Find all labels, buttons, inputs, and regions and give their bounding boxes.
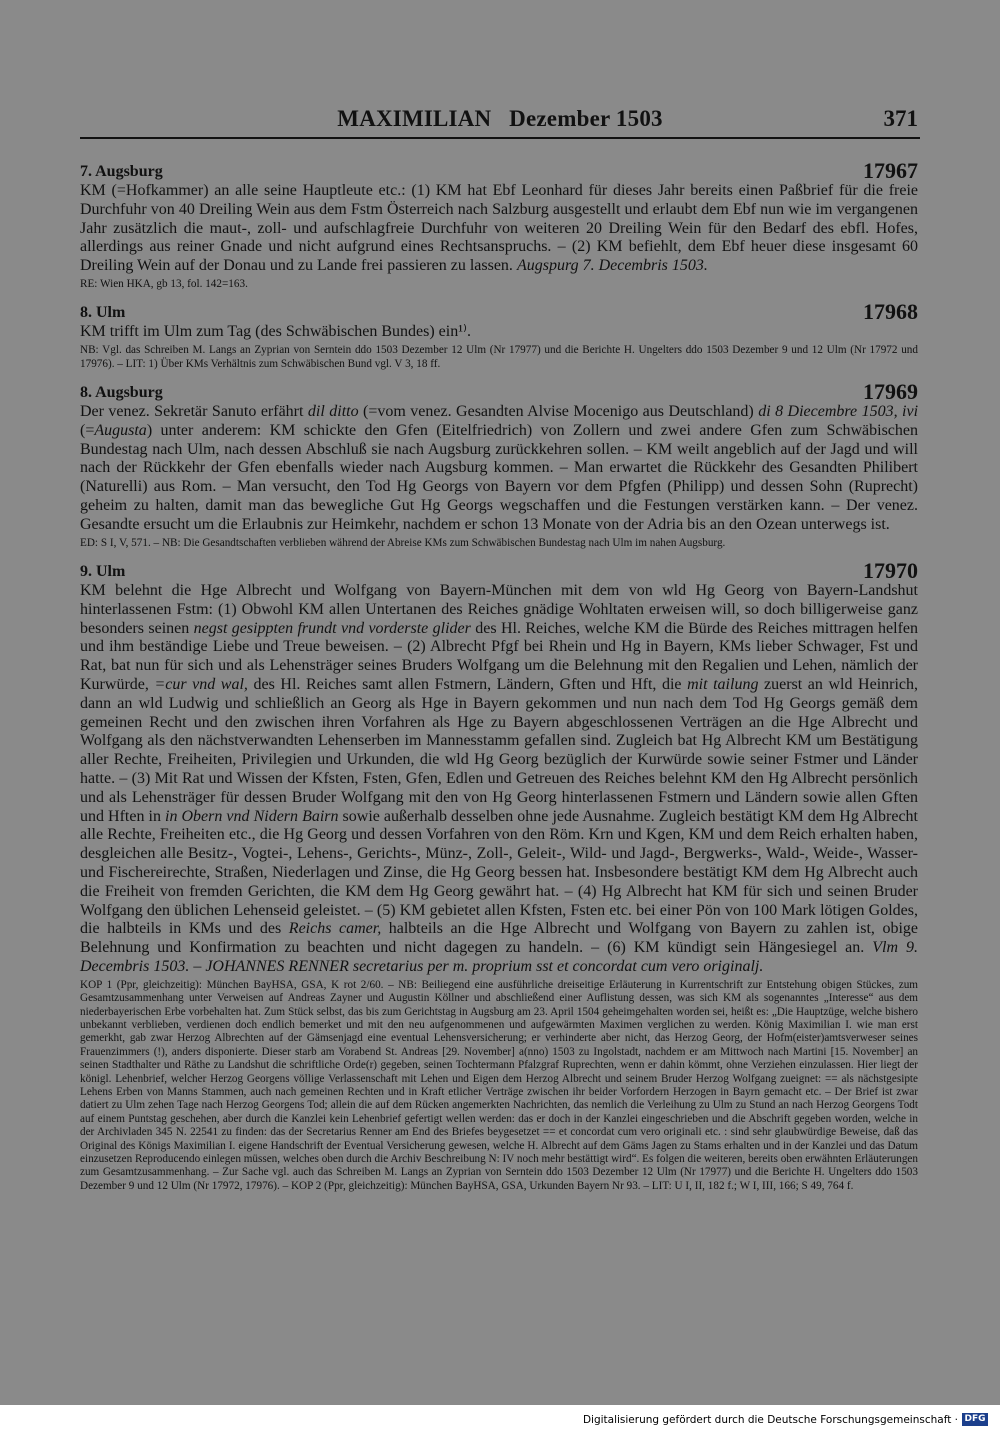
entry-number: 17969 [863,379,918,404]
entry-date-place: 8. Ulm [80,304,126,322]
entry [80,158,918,291]
entry [80,299,918,371]
entry-text: KM belehnt die Hge Albrecht und Wolfgang von Bayern-München mit dem von wld Hg Georg von Bayern-Landshut hinterlassenen Fstm: (1) Obwohl KM allen Untertanen des Reiches gnädige Wohltaten erweisen will, so doch billigerweise ganz besonders seinen negst gesippten frundt vnd vorderste glider des Hl. Reiches, welche KM die Bürde des Reiches mittragen helfen und ihm beständige Liebe und Treue beweisen. – (2) Albrecht Pfgf bei Rhein und Hg in Bayern, KMs lieber Schwager, Fst und Rat, bat nun für sich und als Lehensträger seines Bruders Wolfgang um die Belehnung mit den Regalien und Lehen, nämlich der Kurwürde, =cur vnd wal, des Hl. Reiches samt allen Fstmern, Ländern, Gften und Hft, die mit tailung zuerst an wld Heinrich, dann an wld Ludwig und schließlich an Georg als Hge in Bayern gekommen und nun nach dem Tod Hg Georgs gemäß dem gemeinen Recht und den zwischen ihren Vorfahren als Hge zu Bayern abgeschlossenen Verträgen an die Hge Albrecht und Wolfgang als den nächstverwandten Lehenserben im Mannesstamm gefallen sind. Zugleich bat Hg Albrecht KM um Bestätigung aller Rechte, Freiheiten, Privilegien und Urkunden, die wld Hg Georg bezüglich der Kurwürde sowie seiner Fstmer und Länder hatte. – (3) Mit Rat und Wissen der Kfsten, Fsten, Gfen, Edlen und Getreuen des Reiches belehnt KM den Hg Albrecht persönlich und als Lehensträger für dessen Bruder Wolfgang mit den von Hg Georg hinterlassenen Fstmern und Ländern sowie allen Gften und Hften in in Obern vnd Nidern Bairn sowie außerhalb desselben ohne jede Ausnahme. Zugleich bestätigt KM dem Hg Albrecht alle Rechte, Freiheiten etc., die Hg Georg und dessen Vorfahren von den Röm. Krn und Kgen, KM und dem Reich erhalten haben, desgleichen alle Besitz-, Vogtei-, Lehens-, Gerichts-, Münz-, Zoll-, Geleit-, Wild- und Jagd-, Bergwerks-, Wald-, Weide-, Wasser- und Fischereirechte, Straßen, Niederlagen und Zinse, die Hg Georg bessen hat. Insbesondere bestätigt KM dem Hg Albrecht auch die Freiheit von fremden Gerichten, die KM dem Hg Georg gewährt hat. – (4) Hg Albrecht hat KM für sich und seinen Bruder Wolfgang den üblichen Lehenseid geleistet. – (5) KM gebietet allen Kfsten, Fsten etc. bei einer Pön von 100 Mark lötigen Goldes, die halbteils in KMs und des Reichs camer, halbteils an die Hge Albrecht und Wolfgang von Bayern zu zahlen ist, obige Belehnung und Konfirmation zu beachten und nicht dagegen zu handeln. – (6) KM kündigt sein Hängesiegel an. Vlm 9. Decembris 1503. – JOHANNES RENNER secretarius per m. proprium sst et concordat cum vero originalj. [80,581,919,975]
header-rule [80,137,920,139]
entry-number: 17967 [863,158,918,183]
entry-note: ED: S I, V, 571. – NB: Die Gesandtschaften verblieben während der Abreise KMs zum Schwäbischen Bundestag nach Ulm im nahen Augsburg. [80,536,726,549]
entry-date-italic: Augspurg 7. Decembris 1503. [516,257,708,275]
running-title: MAXIMILIAN Dezember 1503 [337,106,663,131]
funding-credit: Digitalisierung gefördert durch die Deutsche Forschungsgemeinschaft · [582,1414,958,1426]
page-number: 371 [883,106,918,131]
dfg-logo[interactable]: DFG [962,1413,988,1426]
entry-date-place: 8. Augsburg [80,384,163,401]
entries-list [80,158,918,1201]
entry-text: Der venez. Sekretär Sanuto erfährt dil ditto (=vom venez. Gesandten Alvise Mocenigo aus Deutschland) di 8 Diecembre 1503, ivi (=Augusta) unter anderem: KM schickte den Gfen (Eitelfriedrich) von Zollern und zwei andere Gfen zum Schwäbischen Bundestag nach Ulm, nach dessen Abschluß sie nach Augsburg zurückkehren sollen. – KM weilt angeblich auf der Jagd und will nach der Rückkehr der Gfen ebenfalls wieder nach Augsburg kommen. – Man erwartet die Rückkehr des Gesandten Philibert (Naturelli) aus Rom. – Man versucht, den Tod Hg Georgs von Bayern vor dem Pfgfen (Philipp) und dessen Sohn (Ruprecht) geheim zu halten, damit man das bewegliche Gut Hg Georgs wegschaffen und die Festungen verstärken kann. – Der venez. Gesandte ersucht um die Erlaubnis zur Heimkehr, nachdem er schon 13 Monate von der Adria bis an den Ozean unterwegs ist. [80,403,919,533]
entry-number: 17968 [863,299,918,325]
entry-note: NB: Vgl. das Schreiben M. Langs an Zyprian von Serntein ddo 1503 Dezember 12 Ulm (Nr 17977) und die Berichte H. Ungelters ddo 1503 Dezember 9 und 12 Ulm (Nr 17972 und 17976). – LIT: 1) Über KMs Verhältnis zum Schwäbischen Bund vgl. V 3, 18 ff. [80,344,918,370]
entry-date-place: 9. Ulm [80,562,126,580]
entry-text: KM trifft im Ulm zum Tag (des Schwäbischen Bundes) ein¹⁾. [80,323,471,341]
entry-heading [80,158,918,182]
entry-heading [80,299,918,323]
entry-note: RE: Wien HKA, gb 13, fol. 142=163. [80,277,248,290]
entry-text: KM (=Hofkammer) an alle seine Hauptleute etc.: (1) KM hat Ebf Leonhard für dieses Jahr bereits einen Paßbrief für die freie Durchfuhr von 40 Dreiling Wein aus dem Fstm Österreich nach Salzburg ausgestellt und erlaubt dem Ebf nun wie im vergangenen Jahr zusätzlich die maut-, zoll- und aufschlagfreie Durchfuhr von weiteren 20 Dreiling Wein für den Bedarf des ebfl. Hofes, allerdings aus reiner Gnade und nicht aufgrund eines Rechtsanspruchs. – (2) KM befiehlt, dem Ebf heuer diese insgesamt 60 Dreiling Wein auf der Donau und zu Lande frei passieren zu lassen. Augspurg 7. Decembris 1503. [80,182,918,275]
digitization-footer [0,1405,1000,1434]
entry-heading [80,558,918,582]
entry-date-place: 7. Augsburg [80,163,163,180]
entry-note: KOP 1 (Ppr, gleichzeitig): München BayHSA, GSA, K rot 2/60. – NB: Beiliegend eine ausführliche dreiseitige Erläuterung in Kurrentschrift zur Entstehung obigen Stückes, zum Gesamtzusammenhang unter Verweisen auf Andreas Zayner und Augustin Köllner und abschließend einer Auflistung dessen, was sich KM als sogenanntes „Interesse“ aus dem niederbayerischen Erbe vorbehalten hat. Zum Stück selbst, das bis zum Gerichtstag in Augsburg am 23. April 1504 geheimgehalten worden sei, heißt es: „Die Hauptzüge, welche bishero unbekannt verblieben, verdienen doch endlich bemerket und mit den neu aufgenommenen und aufgewärmten Maximen verglichen zu werden. König Maximilian I. wie man erst gemerkht, gab zwar Herzog Albrechten auf der Gämsenjagd eine eventual Lehensversicherung; er verhinderte aber nicht, das Herzog Georg, der Hofm(eister)amtsverweser seines Frauenzimmers (!), anders disponierte. Dieser starb am Vorabend St. Andreas [29. November] a(nno) 1503 zu Ingolstadt, nachdem er am Mittwoch nach Martini [15. November] an seinen Stadthalter und Räthe zu Landshut die schriftliche Orde(r) gegeben, seinen Tochtermann Pfalzgraf Ruprechten, wenn er dahin kömmt, ohne Verziehen einzulassen. Hier liegt der königl. Lehenbrief, welcher Herzog Georgens völlige Verlassenschaft mit Lehen und Eigen dem Herzog Albrecht und seinem Bruder Herzog Wolfgang zueignet: == als nächstgesipte Lehens Erben von Manns Stammen, auch nach gemeinen Rechten und in Kraft etlicher Verträge zwischen ihr beider Vorfordern Herzogen in Bayrn gemacht etc. – Der Brief ist zwar datiert zu Ulm zehen Tage nach Herzog Georgens Tod; allein die auf dem Rücken angemerkten Nachrichten, das nemlich die Verleihung zu Ulm zu Stund an nach Herzog Georgens Todt auf einem Puntstag geschehen, aber durch die Kanzlei kein Lehenbrief gefertigt wellen werden: das er doch in der Kanzlei eingeschrieben und die Abschrift gegeben worden, welche in der Archivladen 345 N. 22541 zu finden: das der Secretarius Renner am End des Briefes beygesetzet == et concordat cum vero originali etc. : sind sehr glaubwürdige Beweise, daß das Original des Königs Maximilian I. eigene Handschrift der Eventual Versicherung gewesen, welche H. Albrecht auf dem Gäms Jagen zu Stams erhalten und in der Kanzlei und das Datum einzusetzen Reproducendo einlegen müssen, welches oben durch die Archiv Beschreibung N: IV noch mehr bestättigt wird“. Es folgen die weiteren, bereits oben erwähnten Erläuterungen zum Gesamtzusammenhang. – Zur Sache vgl. auch das Schreiben M. Langs an Zyprian von Serntein ddo 1503 Dezember 12 Ulm (Nr 17977) und die Berichte H. Ungelters ddo 1503 Dezember 9 und 12 Ulm (Nr 17972, 17976). – KOP 2 (Ppr, gleichzeitig): München BayHSA, GSA, Urkunden Bayern Nr 93. – LIT: U I, II, 182 f.; W I, III, 166; S 49, 764 f. [80,978,918,1192]
entry-number: 17970 [863,557,918,583]
entry [80,379,918,550]
entry [80,558,918,1193]
entry-heading [80,379,918,403]
page-header [80,106,920,136]
